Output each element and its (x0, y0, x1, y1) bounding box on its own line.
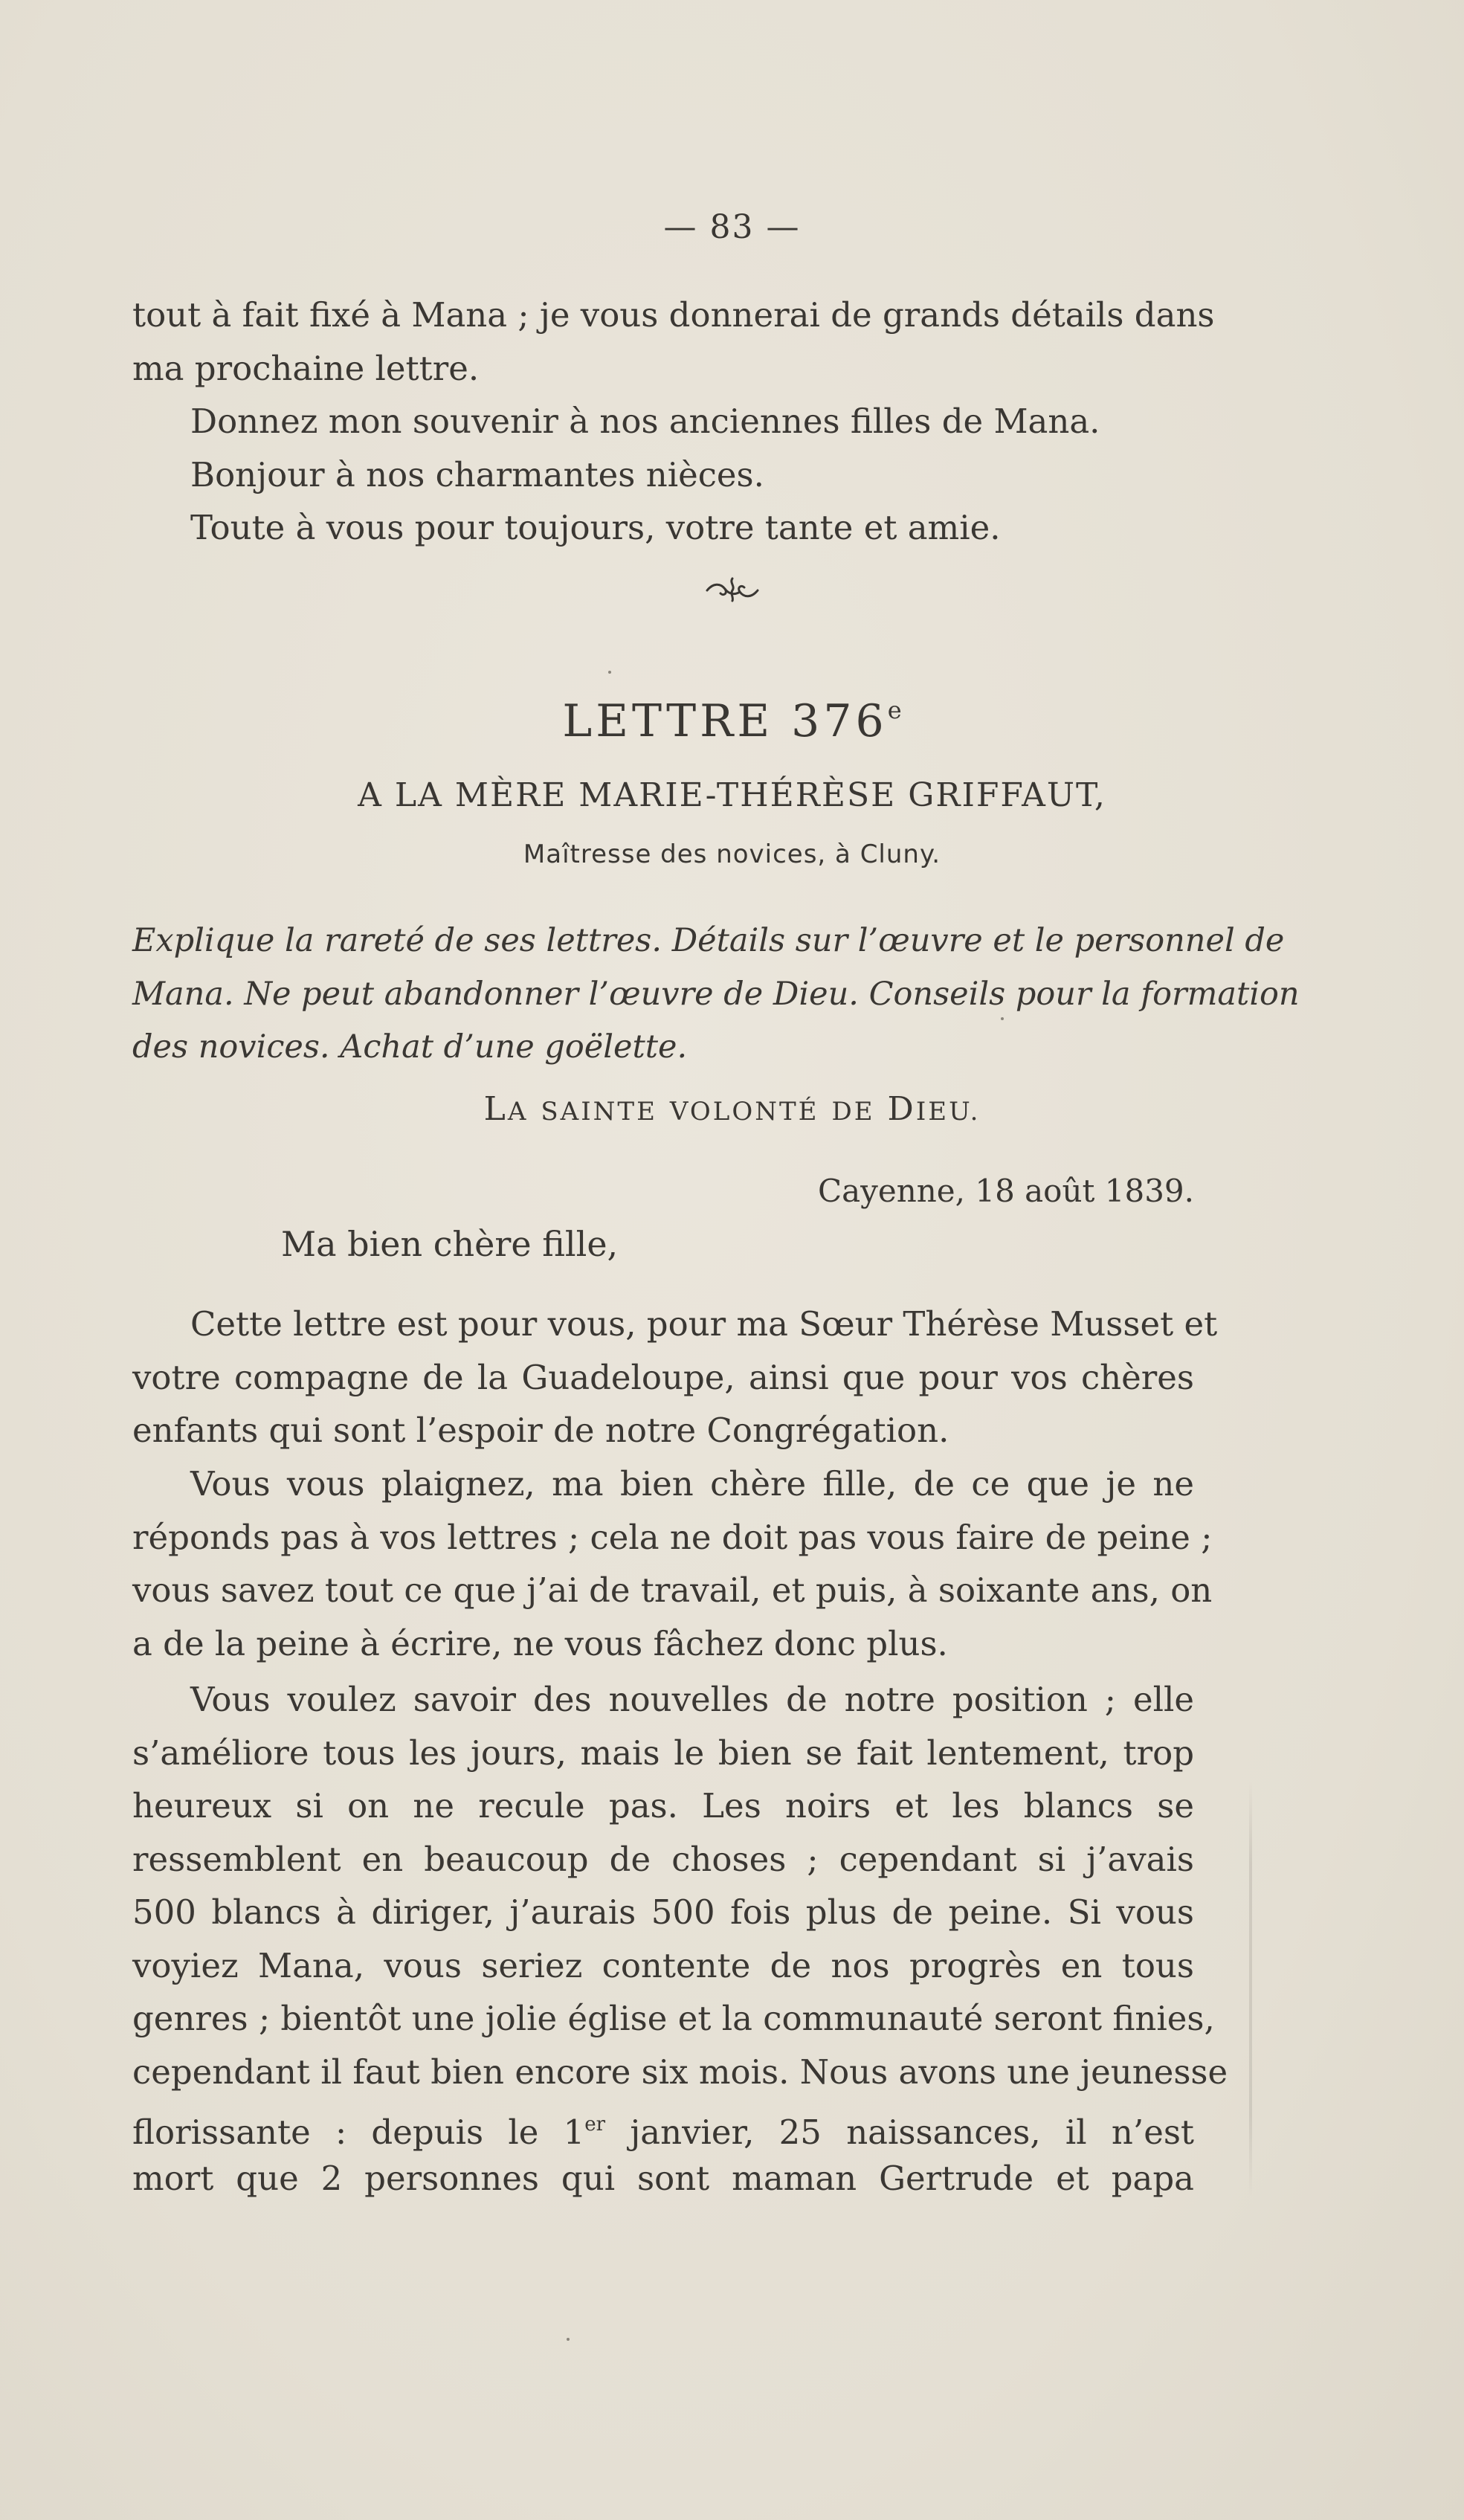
motto-smallcaps: IEU. (915, 1097, 981, 1127)
text-line: tout à fait fixé à Mana ; je vous donnerai de grands détails dans (132, 295, 1215, 335)
letter-title-superscript: e (887, 696, 902, 724)
text-fragment: florissante : depuis le 1 (132, 2113, 585, 2152)
motto-smallcaps: DE (831, 1097, 875, 1127)
paper-speck (567, 2338, 570, 2341)
paper-speck (1001, 1017, 1004, 1020)
letter-summary (132, 916, 1300, 1076)
summary-line: des novices. Achat d’une goëlette. (132, 1028, 688, 1066)
text-line: Vous voulez savoir des nouvelles de notre position ; elle (190, 1680, 1194, 1719)
motto-smallcaps: VOLONTÉ (669, 1097, 819, 1127)
page-number: — 83 — (663, 208, 801, 246)
recipient: A LA MÈRE MARIE-THÉRÈSE GRIFFAUT, (358, 776, 1106, 814)
text-line: Toute à vous pour toujours, votre tante et amie. (190, 508, 1001, 547)
text-line: réponds pas à vos lettres ; cela ne doit pas vous faire de peine ; (132, 1517, 1213, 1557)
text-line: a de la peine à écrire, ne vous fâchez donc plus. (132, 1623, 948, 1663)
fleuron-ornament (0, 573, 1464, 608)
text-line: Cette lettre est pour vous, pour ma Sœur Thérèse Musset et (190, 1304, 1218, 1344)
text-line: genres ; bientôt une jolie église et la communauté seront finies, (132, 1999, 1215, 2038)
dateline: Cayenne, 18 août 1839. (817, 1173, 1194, 1209)
text-line: enfants qui sont l’espoir de notre Congrégation. (132, 1411, 949, 1450)
motto-smallcaps: A (507, 1097, 529, 1127)
letter-title (0, 677, 1464, 755)
text-line: ma prochaine lettre. (132, 348, 480, 388)
text-line: cependant il faut bien encore six mois. Nous avons une jeunesse (132, 2052, 1228, 2092)
page-edge-shadow (1249, 1781, 1252, 2197)
text-line (132, 2098, 1194, 2152)
body-paragraph-2 (132, 1457, 1213, 1670)
text-line: Donnez mon souvenir à nos anciennes filles de Mana. (190, 402, 1100, 441)
text-line: mort que 2 personnes qui sont maman Gertrude et papa (132, 2158, 1194, 2198)
letter-title-main: LETTRE 376 (562, 695, 888, 747)
motto-smallcaps: SAINTE (541, 1097, 657, 1127)
text-line: 500 blancs à diriger, j’aurais 500 fois plus de peine. Si vous (132, 1892, 1194, 1932)
paper-speck (608, 671, 611, 674)
text-fragment: janvier, 25 naissances, il n’est (605, 2113, 1195, 2152)
motto-initial: L (483, 1090, 508, 1128)
text-line: voyiez Mana, vous seriez contente de nos progrès en tous (132, 1945, 1194, 1985)
body-paragraph-3 (132, 1673, 1228, 2205)
ordinal-superscript: er (584, 2113, 606, 2136)
body-paragraph-1 (132, 1298, 1218, 1457)
continuation-text (132, 289, 1215, 555)
motto-initial: D (887, 1090, 916, 1128)
text-line: heureux si on ne recule pas. Les noirs et les blancs se (132, 1786, 1194, 1825)
motto (0, 1086, 1464, 1135)
text-line: s’améliore tous les jours, mais le bien se fait lentement, trop (132, 1733, 1194, 1773)
text-line: vous savez tout ce que j’ai de travail, et puis, à soixante ans, on (132, 1570, 1213, 1610)
text-line: Bonjour à nos charmantes nièces. (190, 454, 764, 494)
summary-line: Explique la rareté de ses lettres. Détails sur l’œuvre et le personnel de (132, 922, 1285, 959)
fleuron-icon (703, 573, 762, 605)
text-line: Vous vous plaignez, ma bien chère fille, de ce que je ne (190, 1464, 1194, 1504)
text-line: ressemblent en beaucoup de choses ; cependant si j’avais (132, 1839, 1194, 1879)
text-line: votre compagne de la Guadeloupe, ainsi que pour vos chères (132, 1357, 1194, 1397)
salutation: Ma bien chère fille, (281, 1224, 619, 1264)
summary-line: Mana. Ne peut abandonner l’œuvre de Dieu. Conseils pour la formation (132, 975, 1300, 1013)
recipient-role: Maîtresse des novices, à Cluny. (523, 840, 941, 869)
